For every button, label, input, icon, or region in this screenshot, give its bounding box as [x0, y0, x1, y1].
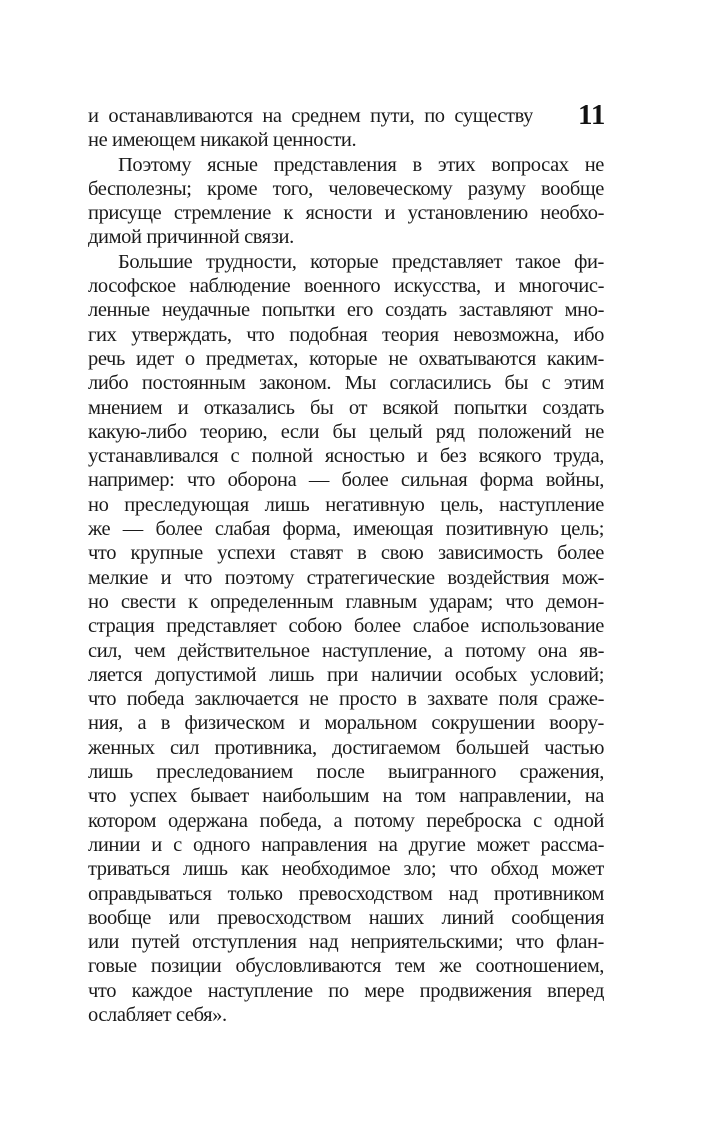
text-line: сил, чем действительное наступление, а потому она яв- [88, 639, 604, 662]
text-line: лишь преследованием после выигранного сражения, [88, 761, 604, 784]
text-line: мнением и отказались бы от всякой попытки создать [88, 396, 604, 419]
text-line: оправдываться только превосходством над противником [88, 882, 604, 905]
body-text [88, 104, 604, 1027]
text-line: димой причинной связи. [88, 226, 294, 249]
text-line: же — более слабая форма, имеющая позитивную цель; [88, 518, 604, 541]
text-line: либо постоянным законом. Мы согласились бы с этим [88, 372, 604, 395]
text-line: речь идет о предметах, которые не охватываются каким- [88, 347, 604, 370]
text-line: устанавливался с полной ясностью и без всякого труда, [88, 445, 604, 468]
text-line: женных сил противника, достигаемом большей частью [88, 736, 604, 759]
text-line: Большие трудности, которые представляет такое фи- [118, 250, 604, 273]
text-line: вообще или превосходством наших линий сообщения [88, 906, 604, 929]
text-line: присуще стремление к ясности и установлению необхо- [88, 202, 604, 225]
text-line: ляется допустимой лишь при наличии особых условий; [88, 663, 604, 686]
text-line: или путей отступления над неприятельскими; что флан- [88, 931, 604, 954]
page-number: 11 [578, 99, 606, 131]
text-line: страция представляет собою более слабое использование [88, 615, 604, 638]
text-line: и останавливаются на среднем пути, по существу [88, 105, 533, 127]
text-line: мелкие и что поэтому стратегические воздействия мож- [88, 566, 604, 589]
text-line: что успех бывает наибольшим на том направлении, на [88, 785, 604, 808]
text-line: триваться лишь как необходимое зло; что обход может [88, 858, 604, 881]
text-line: ослабляет себя». [88, 1003, 227, 1026]
text-line: линии и с одного направления на другие может рассма- [88, 833, 604, 856]
text-line: например: что оборона — более сильная форма войны, [88, 469, 604, 492]
text-line: но преследующая лишь негативную цель, наступление [88, 493, 604, 516]
text-line: ленные неудачные попытки его создать заставляют мно- [88, 299, 604, 322]
text-line: что крупные успехи ставят в свою зависимость более [88, 542, 604, 565]
text-line: не имеющем никакой ценности. [88, 129, 357, 152]
text-line: какую-либо теорию, если бы целый ряд положений не [88, 420, 604, 443]
text-line: Поэтому ясные представления в этих вопросах не [118, 153, 604, 176]
text-line: ния, а в физическом и моральном сокрушении воору- [88, 712, 604, 735]
text-line: говые позиции обусловливаются тем же соотношением, [88, 955, 604, 978]
text-line: лософское наблюдение военного искусства, и многочис- [88, 275, 604, 298]
text-line: бесполезны; кроме того, человеческому разуму вообще [88, 177, 604, 200]
text-line: котором одержана победа, а потому переброска с одной [88, 809, 604, 832]
text-line: но свести к определенным главным ударам; что демон- [88, 590, 604, 613]
text-line: что каждое наступление по мере продвижения вперед [88, 979, 604, 1002]
text-line: что победа заключается не просто в захвате поля сраже- [88, 688, 604, 711]
text-line: гих утверждать, что подобная теория невозможна, ибо [88, 323, 604, 346]
